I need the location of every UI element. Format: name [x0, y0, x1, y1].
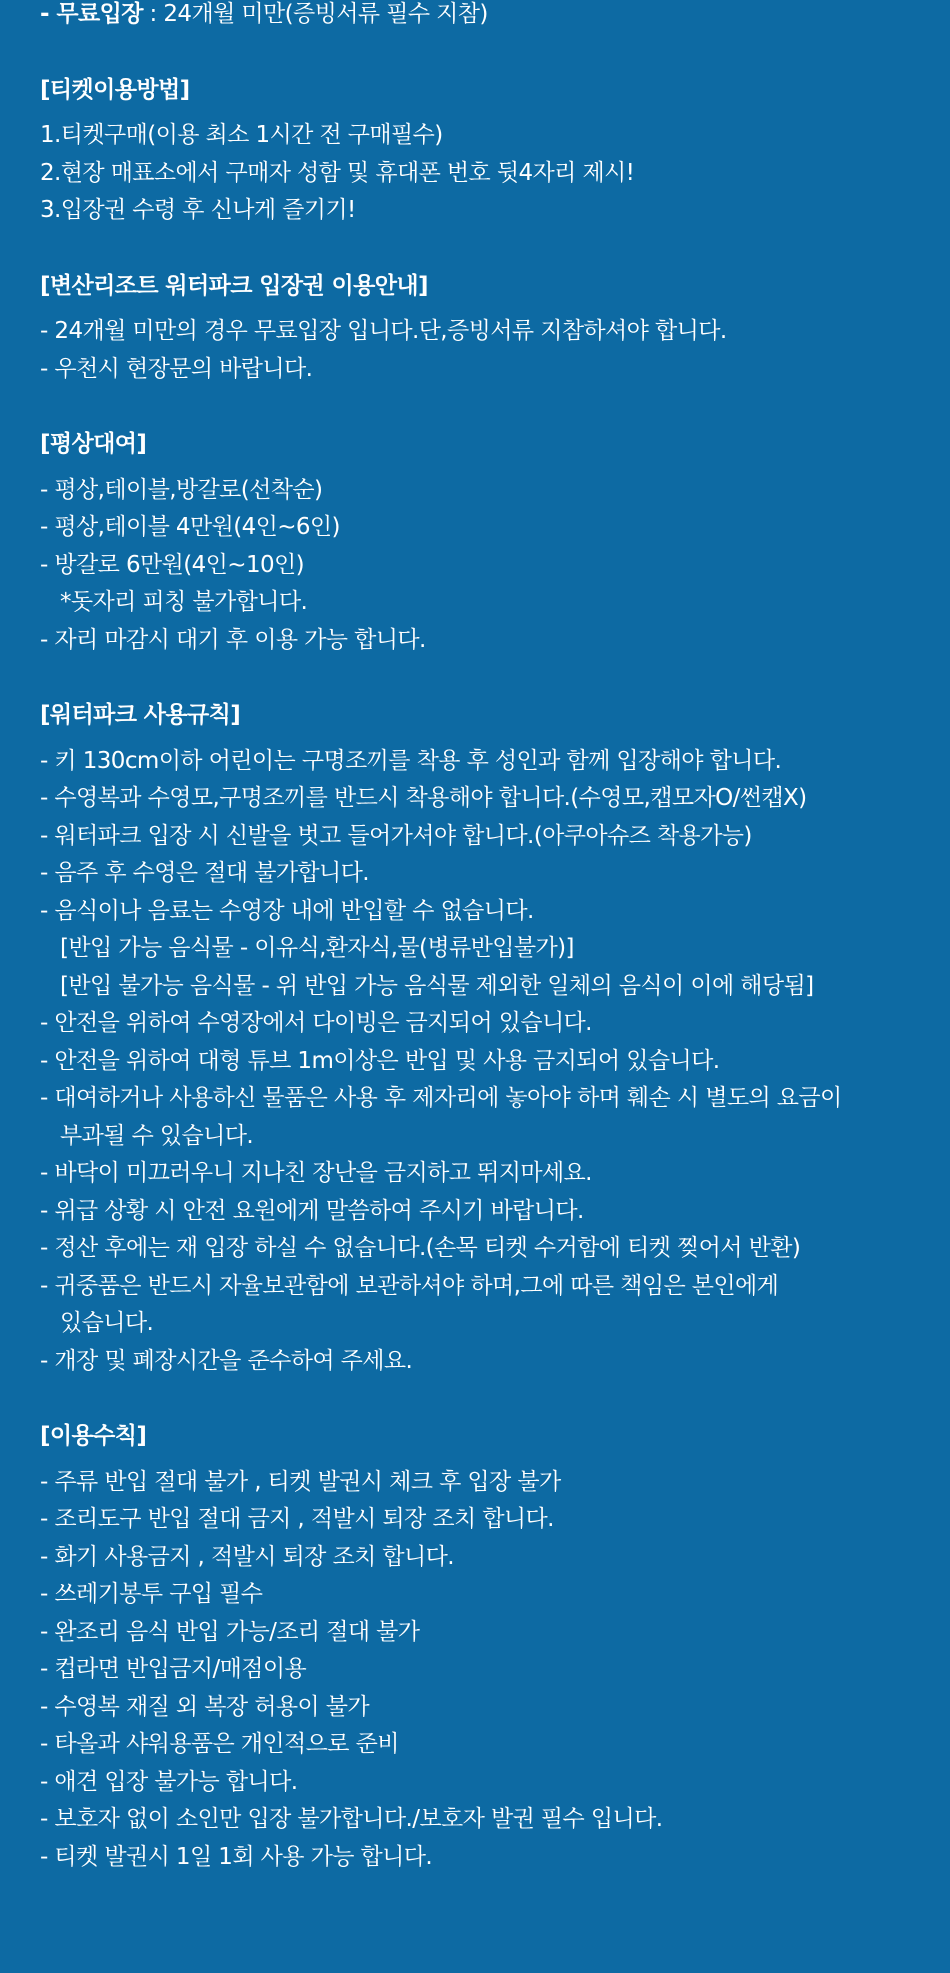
heading-spacer — [40, 464, 930, 472]
section-line: *돗자리 피칭 불가합니다. — [60, 589, 308, 615]
heading-spacer — [40, 1456, 930, 1464]
section-line: - 평상,테이블,방갈로(선착순) — [40, 476, 323, 503]
section-line: - 키 130cm이하 어린이는 구명조끼를 착용 후 성인과 함께 입장해야 합니다. — [40, 747, 782, 774]
section-line: - 조리도구 반입 절대 금지 , 적발시 퇴장 조치 합니다. — [40, 1506, 554, 1532]
section-line: - 수영복과 수영모,구명조끼를 반드시 착용해야 합니다.(수영모,캡모자O/썬캡X) — [40, 785, 807, 811]
section-spacer — [40, 34, 930, 72]
heading-spacer — [40, 305, 930, 313]
section-spacer — [40, 659, 930, 697]
section-line: - 음주 후 수영은 절대 불가합니다. — [40, 860, 369, 886]
section-line: - 평상,테이블 4만원(4인~6인) — [40, 514, 340, 540]
section-heading: [변산리조트 워터파크 입장권 이용안내] — [40, 272, 428, 299]
section-line: - 자리 마감시 대기 후 이용 가능 합니다. — [40, 626, 426, 653]
notice-document — [40, 0, 930, 1876]
section-line: - 안전을 위하여 수영장에서 다이빙은 금지되어 있습니다. — [40, 1010, 592, 1036]
section-line: [반입 가능 음식물 - 이유식,환자식,물(병류반입불가)] — [60, 935, 574, 961]
section-line: - 안전을 위하여 대형 튜브 1m이상은 반입 및 사용 금지되어 있습니다. — [40, 1047, 720, 1074]
section-line: - 타올과 샤워용품은 개인적으로 준비 — [40, 1731, 399, 1757]
heading-spacer — [40, 109, 930, 117]
section-heading: [워터파크 사용규칙] — [40, 702, 241, 728]
free-entry-text: : 24개월 미만(증빙서류 필수 지참) — [142, 1, 488, 27]
section-line: - 수영복 재질 외 복장 허용이 불가 — [40, 1693, 369, 1720]
section-spacer — [40, 1380, 930, 1418]
section-line: - 우천시 현장문의 바랍니다. — [40, 355, 313, 382]
section-heading: [티켓이용방법] — [40, 76, 190, 103]
section-heading: [이용수칙] — [40, 1423, 147, 1449]
section-line: 3.입장권 수령 후 신나게 즐기기! — [40, 197, 356, 223]
section-line: - 개장 및 폐장시간을 준수하여 주세요. — [40, 1347, 413, 1374]
intro-line — [40, 0, 930, 34]
section-spacer — [40, 388, 930, 426]
sections-container — [40, 34, 930, 1877]
section-line: - 주류 반입 절대 불가 , 티켓 발권시 체크 후 입장 불가 — [40, 1468, 561, 1495]
section-line: - 보호자 없이 소인만 입장 불가합니다./보호자 발권 필수 입니다. — [40, 1806, 663, 1832]
section-spacer — [40, 230, 930, 268]
section-line: - 컵라면 반입금지/매점이용 — [40, 1656, 307, 1682]
section-line: - 정산 후에는 재 입장 하실 수 없습니다.(손목 티켓 수거함에 티켓 찢어서 반환) — [40, 1235, 801, 1261]
section-line: - 24개월 미만의 경우 무료입장 입니다.단,증빙서류 지참하셔야 합니다. — [40, 318, 727, 344]
section-line: - 위급 상황 시 안전 요원에게 말씀하여 주시기 바랍니다. — [40, 1197, 584, 1224]
section-line: - 워터파크 입장 시 신발을 벗고 들어가셔야 합니다.(아쿠아슈즈 착용가능) — [40, 822, 752, 849]
section-line: 2.현장 매표소에서 구매자 성함 및 휴대폰 번호 뒷4자리 제시! — [40, 159, 635, 186]
section-line: - 완조리 음식 반입 가능/조리 절대 불가 — [40, 1618, 420, 1645]
free-entry-label: - 무료입장 — [40, 1, 143, 27]
section-line: [반입 불가능 음식물 - 위 반입 가능 음식물 제외한 일체의 음식이 이에 해당됨] — [60, 972, 814, 999]
section-line: - 방갈로 6만원(4인~10인) — [40, 551, 304, 578]
section-line: 부과될 수 있습니다. — [60, 1122, 254, 1149]
section-line: - 음식이나 음료는 수영장 내에 반입할 수 없습니다. — [40, 897, 534, 924]
section-line: - 티켓 발권시 1일 1회 사용 가능 합니다. — [40, 1843, 433, 1870]
section-line: 있습니다. — [60, 1310, 154, 1336]
section-line: - 대여하거나 사용하신 물품은 사용 후 제자리에 놓아야 하며 훼손 시 별도의 요금이 — [40, 1085, 842, 1111]
section-line: - 쓰레기봉투 구입 필수 — [40, 1581, 263, 1607]
section-line: - 애견 입장 불가능 합니다. — [40, 1768, 298, 1795]
section-heading: [평상대여] — [40, 431, 147, 457]
section-line: 1.티켓구매(이용 최소 1시간 전 구매필수) — [40, 122, 443, 148]
heading-spacer — [40, 735, 930, 743]
section-line: - 화기 사용금지 , 적발시 퇴장 조치 합니다. — [40, 1543, 454, 1570]
section-line: - 귀중품은 반드시 자율보관함에 보관하셔야 하며,그에 따른 책임은 본인에게 — [40, 1272, 779, 1299]
section-line: - 바닥이 미끄러우니 지나친 장난을 금지하고 뛰지마세요. — [40, 1160, 592, 1186]
